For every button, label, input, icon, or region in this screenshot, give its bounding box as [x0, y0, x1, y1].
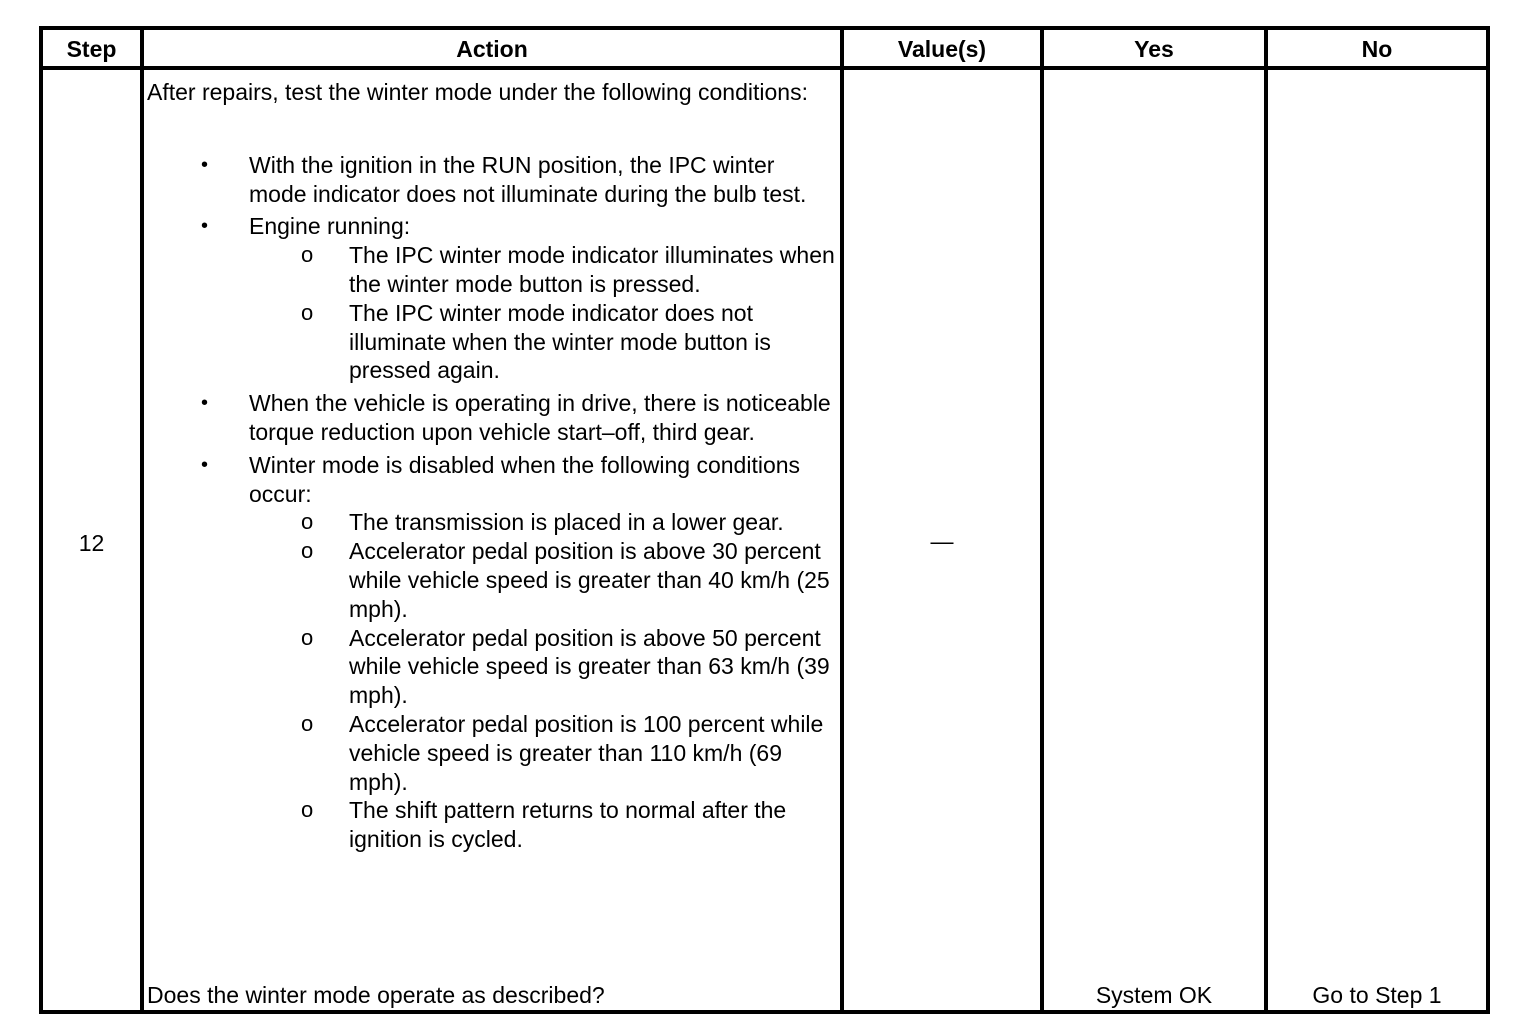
- circle-bullet-icon: o: [301, 624, 314, 650]
- list-item-text: When the vehicle is operating in drive, there is noticeable torque reduction upon vehicle start–off, third gear.: [249, 390, 831, 445]
- list-item: [201, 389, 837, 447]
- value-cell: —: [930, 528, 954, 554]
- sub-list-item-text: Accelerator pedal position is above 50 percent while vehicle speed is greater than 63 km/h (39 mph).: [349, 624, 830, 709]
- circle-bullet-icon: o: [301, 797, 314, 823]
- column-divider: [1040, 30, 1044, 1010]
- list-item: [201, 451, 837, 854]
- circle-bullet-icon: o: [301, 538, 314, 564]
- step-number: 12: [78, 530, 105, 556]
- list-item-text: Winter mode is disabled when the following conditions occur:: [249, 451, 801, 507]
- sub-list-item-text: The transmission is placed in a lower gear.: [349, 509, 784, 536]
- sub-list-item: [301, 508, 837, 537]
- list-item-text: Engine running:: [249, 213, 411, 240]
- column-divider: [1264, 30, 1268, 1010]
- sub-list-item: [301, 796, 837, 854]
- diagnostic-table: [39, 26, 1490, 1014]
- action-question: Does the winter mode operate as described?: [147, 982, 605, 1008]
- bullet-icon: •: [201, 392, 209, 415]
- circle-bullet-icon: o: [301, 710, 314, 736]
- list-item: [201, 212, 837, 385]
- sub-list-item: [301, 299, 837, 385]
- sub-list-item: [301, 241, 837, 299]
- sub-list-item: [301, 710, 837, 796]
- circle-bullet-icon: o: [301, 242, 314, 268]
- header-values: Value(s): [897, 36, 987, 62]
- sub-list-item: [301, 624, 837, 710]
- list-item-text: With the ignition in the RUN position, the IPC winter mode indicator does not illuminate during the bulb test.: [249, 151, 807, 207]
- header-divider: [43, 66, 1486, 70]
- sub-list-item-text: Accelerator pedal position is 100 percent while vehicle speed is greater than 110 km/h (69 mph).: [349, 710, 824, 795]
- sub-list: [249, 508, 837, 854]
- sub-list-item-text: The IPC winter mode indicator illuminates when the winter mode button is pressed.: [349, 242, 835, 297]
- header-action: Action: [456, 36, 528, 62]
- circle-bullet-icon: o: [301, 299, 314, 325]
- list-item: [201, 151, 837, 209]
- sub-list-item-text: Accelerator pedal position is above 30 percent while vehicle speed is greater than 40 km/h (25 mph).: [349, 538, 830, 622]
- circle-bullet-icon: o: [301, 509, 314, 535]
- action-intro: After repairs, test the winter mode under the following conditions:: [147, 79, 808, 105]
- column-divider: [140, 30, 144, 1010]
- bullet-icon: •: [201, 453, 209, 476]
- bullet-icon: •: [201, 153, 209, 176]
- header-step: Step: [66, 36, 117, 62]
- bullet-icon: •: [201, 215, 209, 238]
- sub-list-item: [301, 537, 837, 623]
- sub-list: [249, 241, 837, 385]
- header-no: No: [1361, 36, 1393, 62]
- no-result: Go to Step 1: [1312, 982, 1442, 1008]
- sub-list-item-text: The shift pattern returns to normal after the ignition is cycled.: [349, 797, 787, 853]
- yes-result: System OK: [1095, 982, 1213, 1008]
- column-divider: [840, 30, 844, 1010]
- condition-list: [147, 151, 837, 854]
- action-cell: [147, 78, 837, 858]
- header-yes: Yes: [1134, 36, 1174, 62]
- sub-list-item-text: The IPC winter mode indicator does not illuminate when the winter mode button is pressed again.: [349, 299, 771, 384]
